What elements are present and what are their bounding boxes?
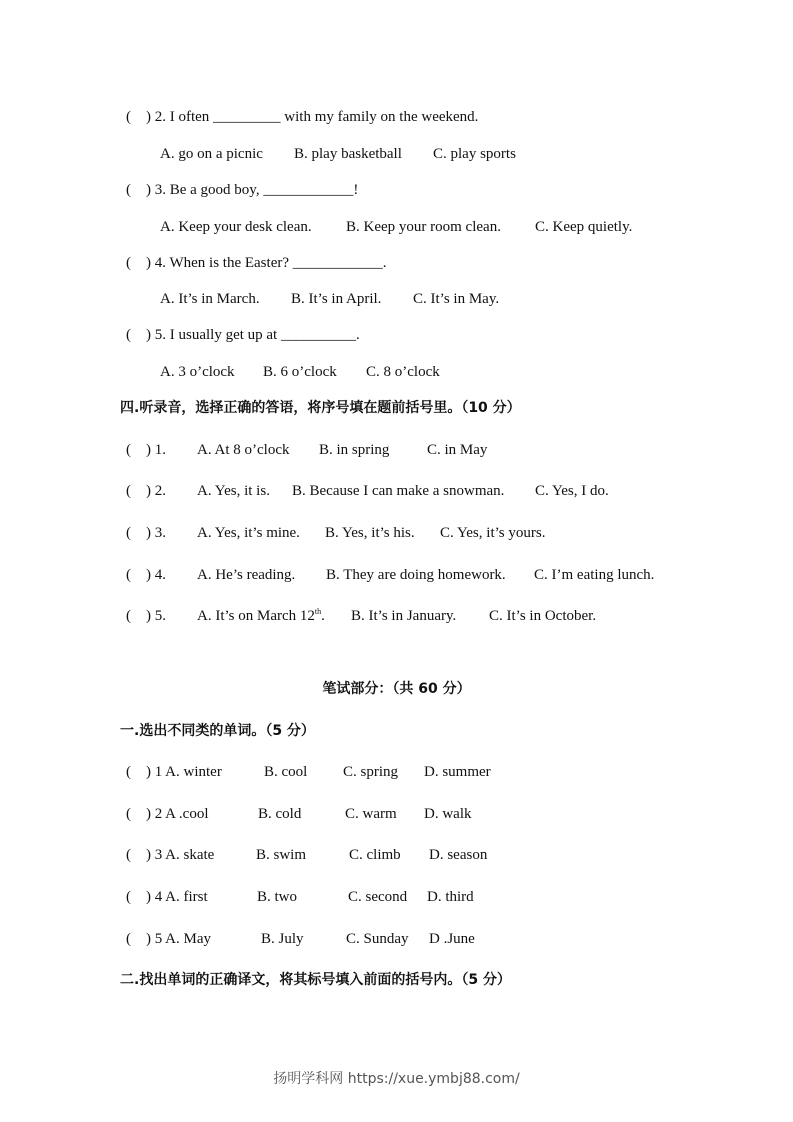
option-c: C. Yes, I do. bbox=[535, 483, 609, 499]
question-3-3-stem: ( ) 3. Be a good boy, ____________! bbox=[126, 182, 359, 198]
question-4-3-number: ( ) 3. bbox=[126, 525, 166, 541]
option-b: B. swim bbox=[256, 847, 307, 863]
part-2-heading: 二.找出单词的正确译文，将其标号填入前面的括号内。（5 分） bbox=[120, 972, 511, 988]
question-1-5: ( ) 5 A. May bbox=[126, 931, 211, 947]
question-4-1-number: ( ) 1. bbox=[126, 442, 166, 458]
option-b: B. Keep your room clean. bbox=[346, 219, 501, 235]
option-a: A. Yes, it is. bbox=[197, 483, 270, 499]
option-c: C. It’s in October. bbox=[489, 608, 597, 624]
option-b: B. cool bbox=[264, 764, 308, 780]
option-c: C. 8 o’clock bbox=[366, 364, 440, 380]
option-d: D. season bbox=[429, 847, 488, 863]
option-b: B. in spring bbox=[319, 442, 390, 458]
option-b: B. Yes, it’s his. bbox=[325, 525, 415, 541]
footer-watermark: 扬明学科网 https://xue.ymbj88.com/ bbox=[273, 1071, 520, 1087]
question-1-3: ( ) 3 A. skate bbox=[126, 847, 215, 863]
option-b: B. cold bbox=[258, 806, 302, 822]
option-c: C. climb bbox=[349, 847, 401, 863]
option-c: C. in May bbox=[427, 442, 488, 458]
option-a: A. Yes, it’s mine. bbox=[197, 525, 300, 541]
question-3-4-stem: ( ) 4. When is the Easter? ____________. bbox=[126, 255, 387, 271]
option-c: C. Yes, it’s yours. bbox=[440, 525, 546, 541]
option-c: C. It’s in May. bbox=[413, 291, 500, 307]
option-a bbox=[197, 606, 325, 626]
option-a: A. It’s in March. bbox=[160, 291, 260, 307]
option-a-end: . bbox=[321, 608, 325, 624]
option-c: C. play sports bbox=[433, 146, 516, 162]
option-b: B. They are doing homework. bbox=[326, 567, 506, 583]
question-4-4-number: ( ) 4. bbox=[126, 567, 166, 583]
question-4-5-number: ( ) 5. bbox=[126, 608, 166, 624]
option-a-text: A. It’s on March 12 bbox=[197, 608, 315, 624]
option-d: D .June bbox=[429, 931, 475, 947]
option-c: C. second bbox=[348, 889, 408, 905]
written-section-title: 笔试部分：（共 60 分） bbox=[322, 681, 471, 697]
option-b: B. 6 o’clock bbox=[263, 364, 337, 380]
option-d: D. third bbox=[427, 889, 474, 905]
superscript: th bbox=[314, 607, 322, 616]
question-3-5-stem: ( ) 5. I usually get up at __________. bbox=[126, 327, 360, 343]
option-d: D. summer bbox=[424, 764, 491, 780]
part-1-heading: 一.选出不同类的单词。（5 分） bbox=[120, 723, 315, 739]
option-c: C. Keep quietly. bbox=[535, 219, 633, 235]
option-c: C. I’m eating lunch. bbox=[534, 567, 655, 583]
option-c: C. spring bbox=[343, 764, 399, 780]
question-1-1: ( ) 1 A. winter bbox=[126, 764, 222, 780]
option-b: B. July bbox=[261, 931, 304, 947]
option-a: A. 3 o’clock bbox=[160, 364, 235, 380]
option-c: C. Sunday bbox=[346, 931, 409, 947]
question-3-2-stem: ( ) 2. I often _________ with my family on the weekend. bbox=[126, 109, 479, 125]
question-1-4: ( ) 4 A. first bbox=[126, 889, 208, 905]
option-b: B. It’s in April. bbox=[291, 291, 382, 307]
section-4-heading: 四.听录音，选择正确的答语，将序号填在题前括号里。（10 分） bbox=[120, 400, 521, 416]
option-b: B. It’s in January. bbox=[351, 608, 457, 624]
question-1-2: ( ) 2 A .cool bbox=[126, 806, 209, 822]
option-c: C. warm bbox=[345, 806, 397, 822]
question-4-2-number: ( ) 2. bbox=[126, 483, 166, 499]
option-d: D. walk bbox=[424, 806, 472, 822]
option-a: A. He’s reading. bbox=[197, 567, 296, 583]
option-a: A. At 8 o’clock bbox=[197, 442, 290, 458]
option-a: A. Keep your desk clean. bbox=[160, 219, 312, 235]
option-b: B. Because I can make a snowman. bbox=[292, 483, 505, 499]
option-b: B. two bbox=[257, 889, 298, 905]
option-a: A. go on a picnic bbox=[160, 146, 263, 162]
option-b: B. play basketball bbox=[294, 146, 402, 162]
